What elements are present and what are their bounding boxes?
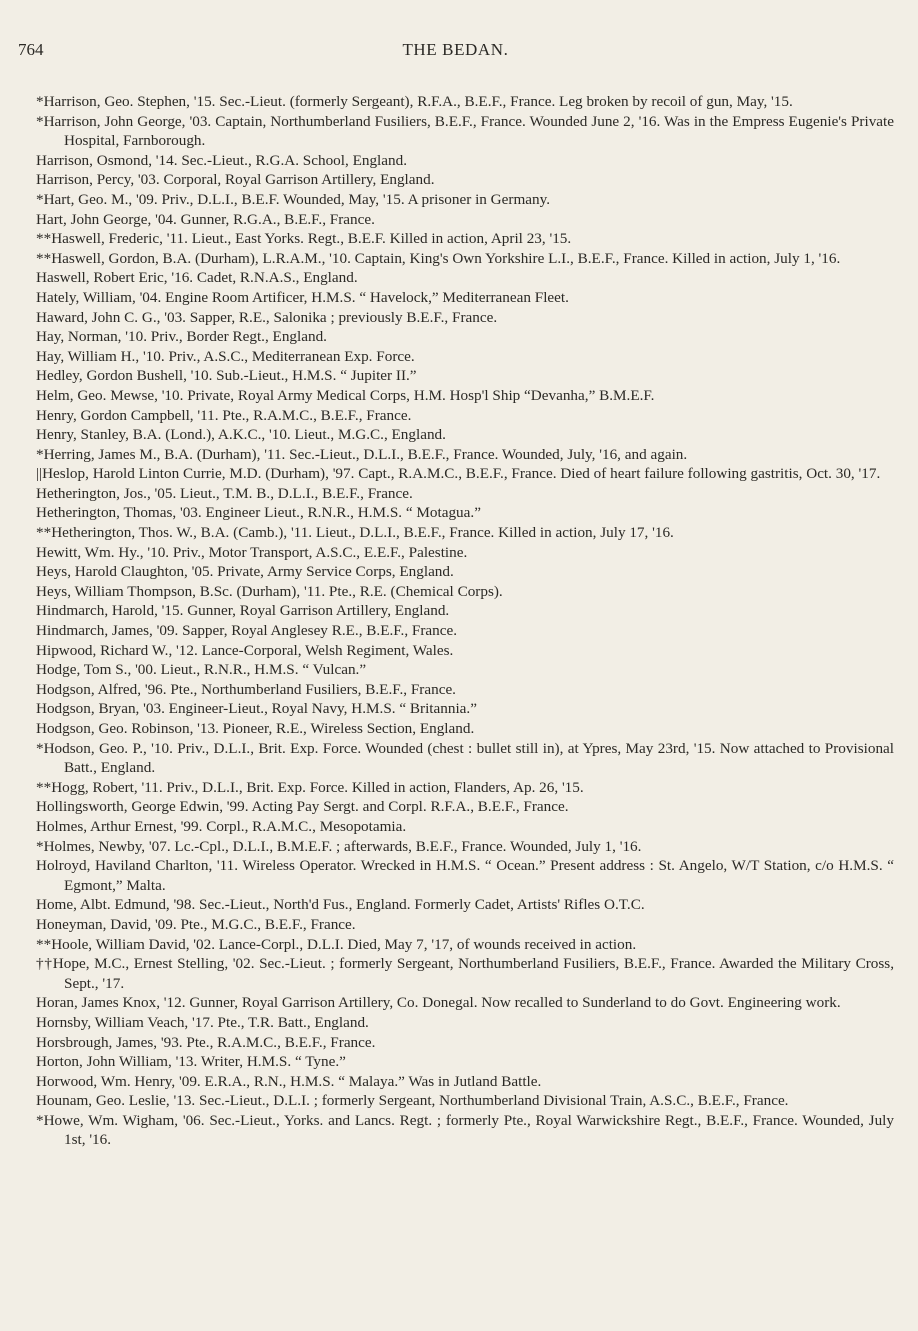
- list-item: Haward, John C. G., '03. Sapper, R.E., Salonika ; previously B.E.F., France.: [36, 308, 498, 326]
- list-item: Heys, Harold Claughton, '05. Private, Army Service Corps, England.: [36, 563, 454, 581]
- page-number: 764: [18, 40, 44, 59]
- list-item: **Hetherington, Thos. W., B.A. (Camb.), '11. Lieut., D.L.I., B.E.F., France. Killed in action, July 17, '16.: [36, 524, 674, 542]
- list-item: Horwood, Wm. Henry, '09. E.R.A., R.N., H.M.S. “ Malaya.” Was in Jutland Battle.: [36, 1072, 542, 1090]
- list-item: Hodgson, Geo. Robinson, '13. Pioneer, R.E., Wireless Section, England.: [36, 720, 475, 737]
- list-item: Harrison, Osmond, '14. Sec.-Lieut., R.G.A. School, England.: [36, 151, 407, 169]
- list-item: Honeyman, David, '09. Pte., M.G.C., B.E.F., France.: [36, 915, 356, 933]
- list-item: Henry, Gordon Campbell, '11. Pte., R.A.M.C., B.E.F., France.: [36, 406, 412, 424]
- list-item: Holmes, Arthur Ernest, '99. Corpl., R.A.M.C., Mesopotamia.: [36, 817, 407, 835]
- list-item: **Hogg, Robert, '11. Priv., D.L.I., Brit. Exp. Force. Killed in action, Flanders, Ap. 26, '15.: [36, 778, 584, 796]
- list-item: *Holmes, Newby, '07. Lc.-Cpl., D.L.I., B.M.E.F. ; afterwards, B.E.F., France. Wounded, July 1, '16.: [36, 837, 642, 855]
- list-item: ††Hope, M.C., Ernest Stelling, '02. Sec.-Lieut. ; formerly Sergeant, Northumberland Fusiliers, B.E.F., France. Awarded the Military Cross, Sept., '17.: [36, 955, 894, 992]
- list-item: *Herring, James M., B.A. (Durham), '11. Sec.-Lieut., D.L.I., B.E.F., France. Wounded, July, '16, and again.: [36, 445, 688, 463]
- list-item: *Howe, Wm. Wigham, '06. Sec.-Lieut., Yorks. and Lancs. Regt. ; formerly Pte., Royal Warwickshire Regt., B.E.F., France. Wounded, July 1st, '16.: [36, 1111, 894, 1149]
- roll-of-service-list: [0, 92, 918, 1150]
- list-item: Hart, John George, '04. Gunner, R.G.A., B.E.F., France.: [36, 210, 375, 228]
- list-item: Haswell, Robert Eric, '16. Cadet, R.N.A.S., England.: [36, 269, 358, 287]
- list-item: Horton, John William, '13. Writer, H.M.S. “ Tyne.”: [36, 1053, 346, 1071]
- list-item: Hounam, Geo. Leslie, '13. Sec.-Lieut., D.L.I. ; formerly Sergeant, Northumberland Divisional Train, A.S.C., B.E.F., France.: [36, 1092, 789, 1110]
- page-header: [18, 40, 893, 62]
- running-title: THE BEDAN.: [402, 40, 509, 59]
- list-item: Home, Albt. Edmund, '98. Sec.-Lieut., North'd Fus., England. Formerly Cadet, Artists' Rifles O.T.C.: [36, 896, 645, 914]
- list-item: *Hart, Geo. M., '09. Priv., D.L.I., B.E.F. Wounded, May, '15. A prisoner in Germany.: [36, 190, 551, 208]
- list-item: Hetherington, Jos., '05. Lieut., T.M. B., D.L.I., B.E.F., France.: [36, 484, 413, 502]
- list-item: Hedley, Gordon Bushell, '10. Sub.-Lieut., H.M.S. “ Jupiter II.”: [36, 367, 417, 385]
- list-item: Hodgson, Bryan, '03. Engineer-Lieut., Royal Navy, H.M.S. “ Britannia.”: [36, 700, 477, 718]
- list-item: Hipwood, Richard W., '12. Lance-Corporal, Welsh Regiment, Wales.: [36, 641, 454, 659]
- list-item: Heys, William Thompson, B.Sc. (Durham), '11. Pte., R.E. (Chemical Corps).: [36, 582, 503, 600]
- list-item: Holroyd, Haviland Charlton, '11. Wireless Operator. Wrecked in H.M.S. “ Ocean.” Present address : St. Angelo, W/T Station, c/o H.M.S. “ Egmont,” Malta.: [36, 857, 894, 894]
- list-item: Hodge, Tom S., '00. Lieut., R.N.R., H.M.S. “ Vulcan.”: [36, 661, 367, 679]
- list-item: *Hodson, Geo. P., '10. Priv., D.L.I., Brit. Exp. Force. Wounded (chest : bullet still in), at Ypres, May 23rd, '15. Now attached to Provisional Batt., England.: [36, 739, 894, 777]
- list-item: Harrison, Percy, '03. Corporal, Royal Garrison Artillery, England.: [36, 171, 435, 189]
- list-item: Horsbrough, James, '93. Pte., R.A.M.C., B.E.F., France.: [36, 1033, 376, 1051]
- list-item: **Haswell, Gordon, B.A. (Durham), L.R.A.M., '10. Captain, King's Own Yorkshire L.I., B.E.F., France. Killed in action, July 1, '16.: [36, 249, 841, 267]
- list-item: *Harrison, Geo. Stephen, '15. Sec.-Lieut. (formerly Sergeant), R.F.A., B.E.F., France. Leg broken by recoil of gun, May, '15.: [36, 93, 793, 110]
- list-item: ||Heslop, Harold Linton Currie, M.D. (Durham), '97. Capt., R.A.M.C., B.E.F., France. Died of heart failure following gastritis, Oct. 30, '17.: [36, 465, 881, 483]
- list-item: Hay, Norman, '10. Priv., Border Regt., England.: [36, 328, 327, 346]
- list-item: Hindmarch, Harold, '15. Gunner, Royal Garrison Artillery, England.: [36, 602, 450, 620]
- list-item: *Harrison, John George, '03. Captain, Northumberland Fusiliers, B.E.F., France. Wounded June 2, '16. Was in the Empress Eugenie's Private Hospital, Farnborough.: [36, 112, 894, 150]
- list-item: Horan, James Knox, '12. Gunner, Royal Garrison Artillery, Co. Donegal. Now recalled to Sunderland to do Govt. Engineering work.: [36, 994, 841, 1012]
- list-item: Hindmarch, James, '09. Sapper, Royal Anglesey R.E., B.E.F., France.: [36, 622, 458, 640]
- list-item: Hetherington, Thomas, '03. Engineer Lieut., R.N.R., H.M.S. “ Motagua.”: [36, 504, 481, 522]
- list-item: Hodgson, Alfred, '96. Pte., Northumberland Fusiliers, B.E.F., France.: [36, 680, 456, 698]
- list-item: Hollingsworth, George Edwin, '99. Acting Pay Sergt. and Corpl. R.F.A., B.E.F., France.: [36, 798, 569, 816]
- list-item: Hornsby, William Veach, '17. Pte., T.R. Batt., England.: [36, 1013, 369, 1031]
- list-item: **Haswell, Frederic, '11. Lieut., East Yorks. Regt., B.E.F. Killed in action, April 23, '15.: [36, 230, 572, 248]
- list-item: Hay, William H., '10. Priv., A.S.C., Mediterranean Exp. Force.: [36, 347, 415, 365]
- list-item: Henry, Stanley, B.A. (Lond.), A.K.C., '10. Lieut., M.G.C., England.: [36, 426, 446, 444]
- list-item: Hewitt, Wm. Hy., '10. Priv., Motor Transport, A.S.C., E.E.F., Palestine.: [36, 543, 468, 561]
- list-item: **Hoole, William David, '02. Lance-Corpl., D.L.I. Died, May 7, '17, of wounds received in action.: [36, 935, 637, 953]
- list-item: Hately, William, '04. Engine Room Artificer, H.M.S. “ Havelock,” Mediterranean Fleet.: [36, 288, 569, 306]
- list-item: Helm, Geo. Mewse, '10. Private, Royal Army Medical Corps, H.M. Hosp'l Ship “Devanha,” B.M.E.F.: [36, 386, 655, 404]
